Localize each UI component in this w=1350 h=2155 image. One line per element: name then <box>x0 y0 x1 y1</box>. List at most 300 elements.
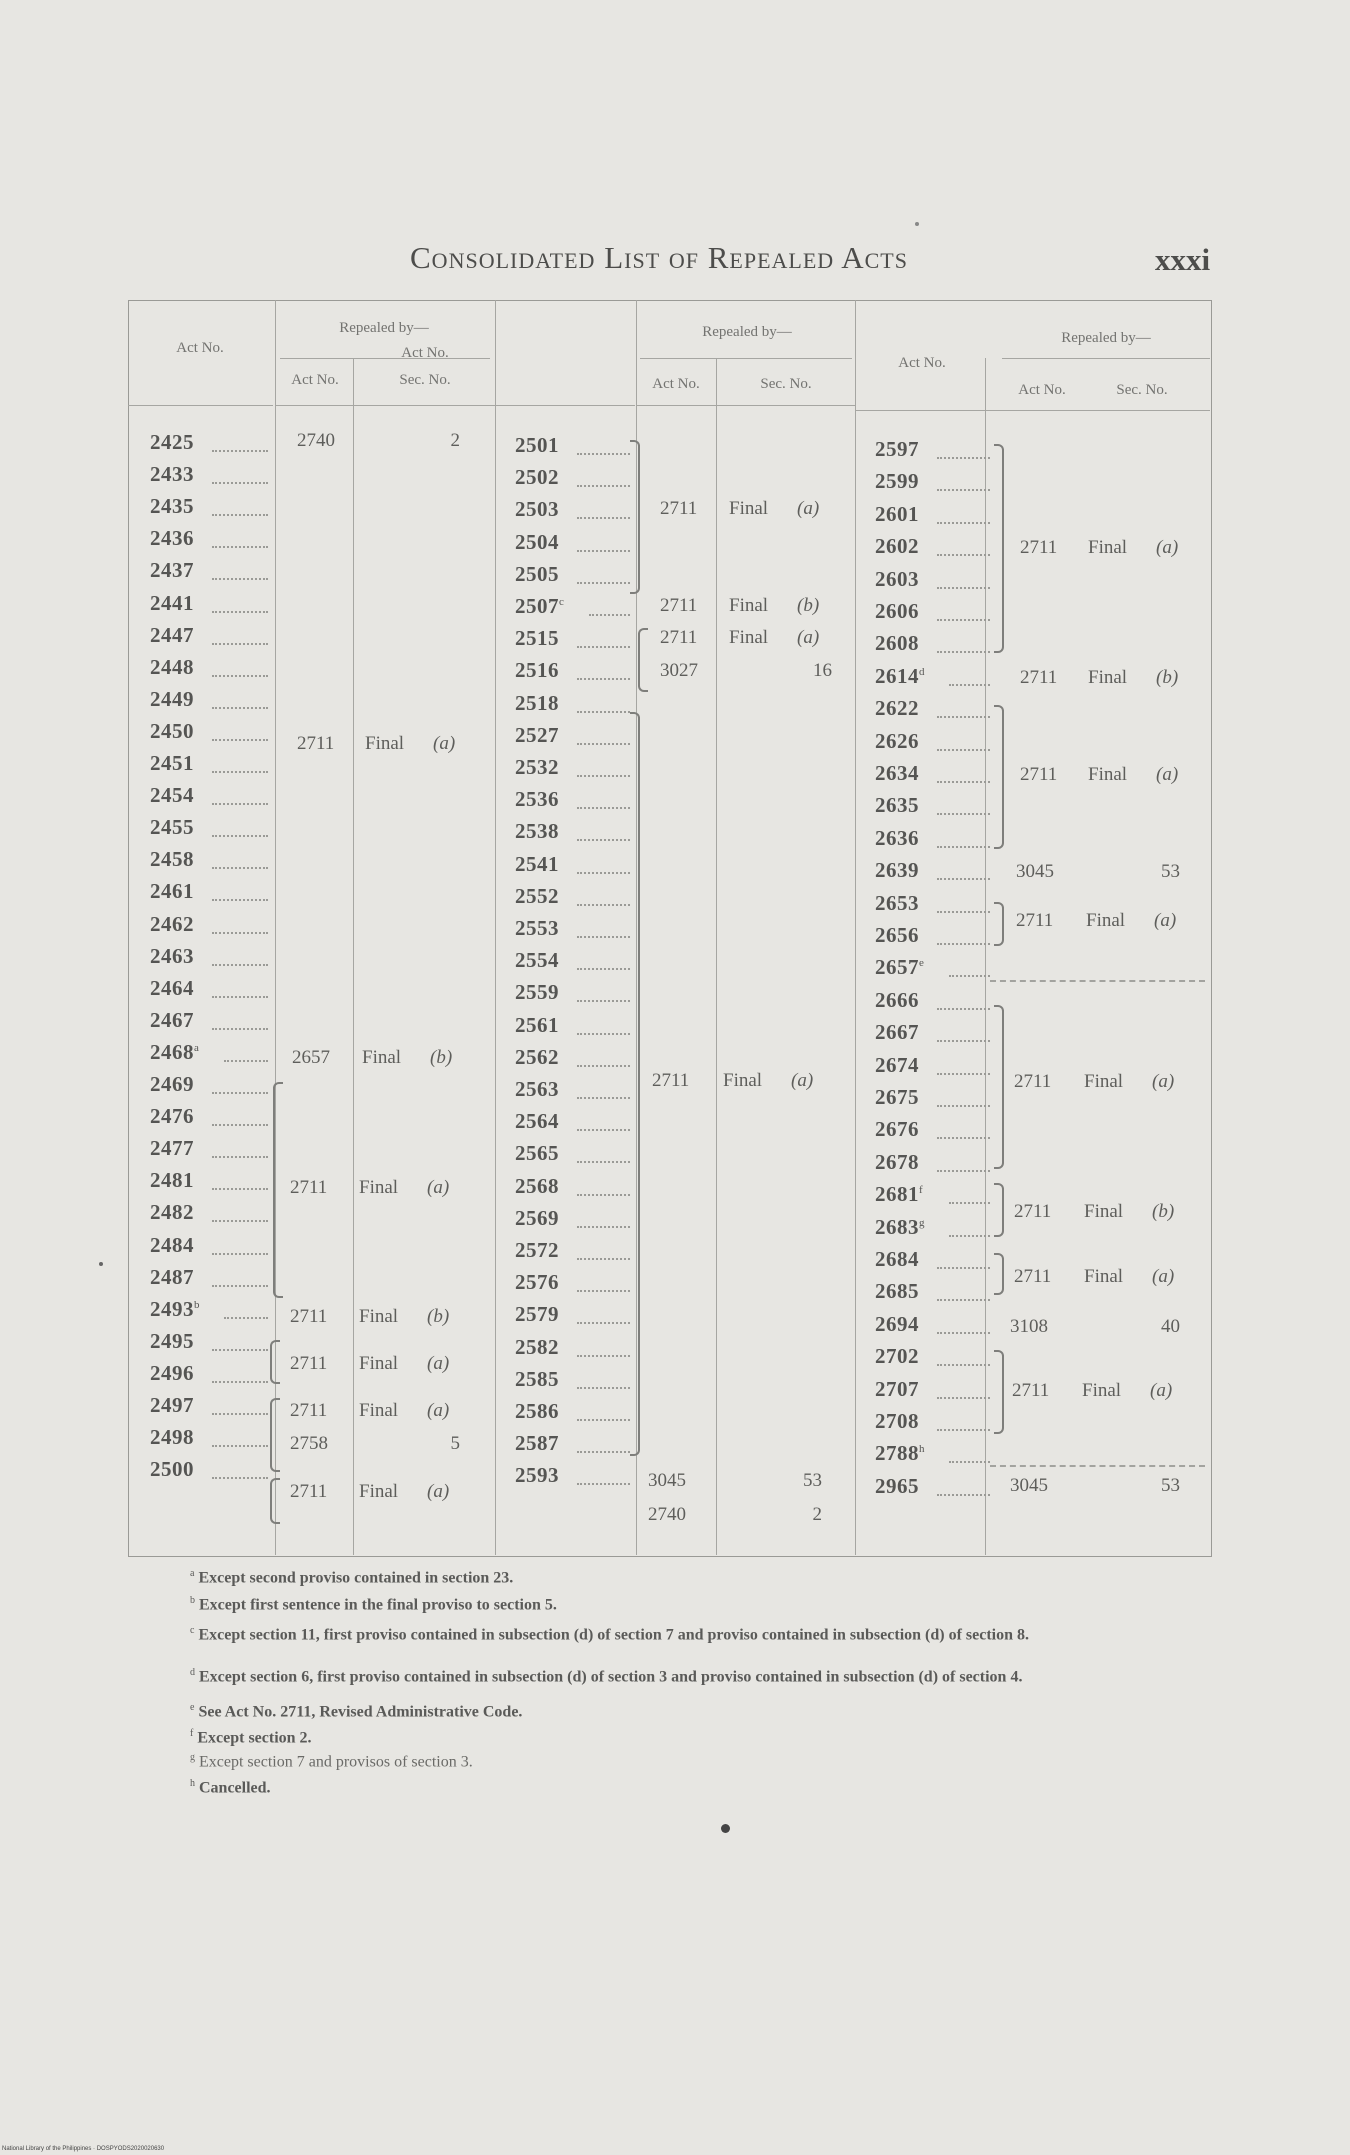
dot-leader <box>577 839 630 841</box>
footnote <box>190 1752 473 1771</box>
dot-leader <box>949 1235 990 1237</box>
column-header-sec-no: Sec. No. <box>1116 382 1168 398</box>
column-header-repealed-by: Repealed by— <box>702 324 792 340</box>
act-number-text: 2707 <box>875 1376 919 1401</box>
act-number <box>150 1457 194 1482</box>
act-number-text: 2532 <box>515 755 559 779</box>
act-number-text: 2501 <box>515 433 559 457</box>
repealing-section: Final <box>359 1177 399 1198</box>
repealing-act-number: 2711 <box>660 627 698 648</box>
act-number <box>515 1463 559 1488</box>
dot-leader <box>937 619 990 621</box>
act-number <box>150 1361 194 1386</box>
act-number <box>875 1150 919 1175</box>
dot-leader <box>212 803 268 805</box>
act-number-text: 2636 <box>875 825 919 850</box>
act-number <box>875 729 919 754</box>
dot-leader <box>212 1188 268 1190</box>
dot-leader <box>212 450 268 452</box>
act-number-text: 2554 <box>515 948 559 973</box>
dot-leader <box>212 514 268 516</box>
act-number-text: 2601 <box>875 501 919 526</box>
repealing-section: Final <box>1088 537 1128 558</box>
repealing-section: Final <box>359 1481 399 1502</box>
act-number-text: 2582 <box>515 1334 559 1359</box>
dot-leader <box>937 1299 990 1301</box>
repealing-section: 2 <box>450 430 460 451</box>
footnote <box>190 1728 312 1747</box>
act-number-text: 2437 <box>150 558 194 583</box>
act-number-text: 2634 <box>875 761 919 785</box>
grouping-brace <box>994 1183 1004 1237</box>
repealing-act-number: 2711 <box>290 1481 328 1502</box>
dot-leader <box>577 646 630 648</box>
act-number <box>150 1200 194 1225</box>
act-number <box>150 494 194 519</box>
dot-leader <box>212 1220 268 1222</box>
column-header-sec-no: Sec. No. <box>399 372 451 388</box>
dot-leader <box>212 611 268 613</box>
grouping-brace <box>270 1398 280 1472</box>
act-number <box>515 819 559 844</box>
column-header-act-no: Act No. <box>898 355 946 371</box>
footnote-text: Cancelled. <box>195 1779 271 1797</box>
act-number <box>150 687 194 712</box>
dot-leader <box>212 1349 268 1351</box>
dot-leader <box>224 1060 268 1062</box>
repealing-section: Final <box>729 627 769 648</box>
repealing-subsection: (a) <box>427 1481 450 1502</box>
act-number <box>150 879 194 904</box>
repealing-act-number: 2740 <box>648 1504 686 1525</box>
dot-leader <box>212 1413 268 1415</box>
act-number-text: 2639 <box>875 858 919 883</box>
act-number-text: 2476 <box>150 1104 194 1129</box>
repealing-subsection: (a) <box>427 1353 450 1374</box>
act-number-text: 2536 <box>515 787 559 812</box>
dot-leader <box>937 1267 990 1269</box>
repealing-act-number: 2711 <box>290 1177 328 1198</box>
column-header-sub-act-no: Act No. <box>652 376 700 392</box>
act-number-text: 2666 <box>875 987 919 1012</box>
act-number-text: 2614 <box>875 663 919 688</box>
repealing-section: Final <box>729 595 769 616</box>
column-header-sub-act-no: Act No. <box>1018 382 1066 398</box>
act-number <box>875 1247 919 1272</box>
act-number <box>150 623 194 648</box>
repealing-act-number: 3108 <box>1010 1316 1048 1337</box>
act-number-text: 2464 <box>150 975 194 1000</box>
dot-leader <box>577 582 630 584</box>
repealing-section: Final <box>1082 1380 1122 1401</box>
dot-leader <box>212 675 268 677</box>
act-number-text: 2515 <box>515 626 559 651</box>
act-number-text: 2455 <box>150 815 194 840</box>
dot-leader <box>937 1397 990 1399</box>
act-number-text: 2503 <box>515 497 559 522</box>
repealing-act-number: 2711 <box>1012 1380 1050 1401</box>
dot-leader <box>577 872 630 874</box>
dot-leader <box>937 1364 990 1366</box>
dot-leader <box>212 867 268 869</box>
grouping-brace <box>994 1005 1004 1169</box>
dot-leader <box>577 1322 630 1324</box>
act-number <box>515 916 559 941</box>
act-number <box>515 980 559 1005</box>
act-number-text: 2564 <box>515 1109 559 1134</box>
act-number <box>150 912 194 937</box>
grouping-brace <box>630 712 640 1456</box>
act-number-text: 2593 <box>515 1463 559 1488</box>
act-number <box>875 1312 919 1337</box>
dot-leader <box>937 911 990 913</box>
act-number <box>875 664 925 689</box>
act-number <box>875 858 919 883</box>
repealing-subsection: (a) <box>427 1177 450 1198</box>
act-number <box>515 1013 559 1038</box>
act-number <box>875 1182 923 1207</box>
repealing-subsection: (b) <box>797 595 820 616</box>
act-number-text: 2653 <box>875 890 919 915</box>
repealing-act-number: 3045 <box>1016 861 1054 882</box>
repealing-subsection: (a) <box>1152 1266 1175 1287</box>
act-number <box>515 1077 559 1102</box>
dot-leader <box>577 1258 630 1260</box>
act-number-text: 2569 <box>515 1205 559 1230</box>
repealing-act-number: 2711 <box>652 1070 690 1091</box>
act-number-text: 2579 <box>515 1302 559 1327</box>
column-header-repealed-by: Repealed by— <box>339 320 429 336</box>
act-number-text: 2681 <box>875 1182 919 1207</box>
act-number-text: 2498 <box>150 1425 194 1450</box>
act-number <box>875 567 919 592</box>
dot-leader <box>212 1156 268 1158</box>
act-number-text: 2599 <box>875 469 919 494</box>
footnote-text: See Act No. 2711, Revised Administrative Code. <box>194 1703 523 1721</box>
act-number <box>150 591 194 616</box>
dot-leader <box>212 1028 268 1030</box>
dot-leader <box>577 1097 630 1099</box>
dot-leader <box>937 943 990 945</box>
act-number-text: 2788 <box>875 1441 919 1466</box>
dot-leader <box>937 716 990 718</box>
act-number-text: 2495 <box>150 1328 194 1353</box>
act-number-text: 2585 <box>515 1366 559 1391</box>
act-number-text: 2685 <box>875 1279 919 1304</box>
act-number-text: 2602 <box>875 534 919 559</box>
header-rule <box>275 405 495 406</box>
footnote-marker: g <box>190 1752 195 1763</box>
act-number-text: 2553 <box>515 916 559 940</box>
act-number-text: 2576 <box>515 1270 559 1295</box>
footnote-text: Except section 2. <box>193 1729 312 1747</box>
act-number <box>515 594 564 619</box>
act-number-text: 2436 <box>150 526 194 551</box>
dot-leader <box>212 1477 268 1479</box>
dot-leader <box>577 1226 630 1228</box>
grouping-brace <box>994 1253 1004 1295</box>
dot-leader <box>577 775 630 777</box>
act-number-text: 2477 <box>150 1136 194 1161</box>
act-number <box>515 562 559 587</box>
act-number <box>875 1020 919 1045</box>
act-number <box>515 723 559 748</box>
dot-leader <box>937 457 990 459</box>
footnote <box>190 1702 522 1721</box>
repealing-subsection: (a) <box>427 1400 450 1421</box>
act-number <box>150 462 194 487</box>
act-number-text: 2481 <box>150 1168 194 1193</box>
repealing-section: 53 <box>803 1470 822 1491</box>
grouping-brace <box>638 628 648 692</box>
dot-leader <box>577 1451 630 1453</box>
act-number-text: 2448 <box>150 654 194 679</box>
act-number-text: 2561 <box>515 1012 559 1037</box>
act-number-text: 2587 <box>515 1431 559 1456</box>
act-number <box>515 1174 559 1199</box>
footnote <box>190 1568 513 1587</box>
act-number-text: 2694 <box>875 1311 919 1336</box>
act-number-text: 2635 <box>875 793 919 818</box>
act-number-text: 2487 <box>150 1264 194 1289</box>
repealing-section: 2 <box>812 1504 822 1525</box>
act-number-text: 2568 <box>515 1173 559 1198</box>
act-number <box>875 923 919 948</box>
footnote-text: Except section 7 and provisos of section 3. <box>195 1753 473 1771</box>
repealing-section: Final <box>1086 910 1126 931</box>
act-number-text: 2449 <box>150 686 194 711</box>
footnote-marker: e <box>919 957 925 970</box>
act-number <box>150 1168 194 1193</box>
act-number-text: 2433 <box>150 462 194 487</box>
act-number <box>875 696 919 721</box>
act-number <box>515 658 559 683</box>
repealing-section: Final <box>1084 1266 1124 1287</box>
repealing-act-number: 2711 <box>660 498 698 519</box>
act-number <box>150 1425 194 1450</box>
dot-leader <box>937 554 990 556</box>
act-number-text: 2572 <box>515 1238 559 1262</box>
repealing-act-number: 2711 <box>1014 1071 1052 1092</box>
repealing-section: Final <box>1084 1071 1124 1092</box>
act-number <box>515 755 559 780</box>
dot-leader <box>212 739 268 741</box>
dot-leader <box>937 1429 990 1431</box>
dot-leader <box>577 1065 630 1067</box>
act-number-text: 2447 <box>150 622 194 647</box>
repealing-subsection: (a) <box>797 498 820 519</box>
grouping-brace <box>270 1478 280 1524</box>
act-number-text: 2586 <box>515 1399 559 1423</box>
act-number <box>875 1344 919 1369</box>
repealing-subsection: (a) <box>1156 537 1179 558</box>
act-number-text: 2482 <box>150 1200 194 1225</box>
row-separator <box>990 1465 1205 1467</box>
act-number <box>515 852 559 877</box>
footnote-marker: g <box>919 1216 925 1229</box>
repealing-subsection: (b) <box>427 1306 450 1327</box>
act-number <box>875 469 919 494</box>
act-number <box>150 751 194 776</box>
footnote-marker: h <box>919 1443 925 1456</box>
column-rule <box>855 300 856 1555</box>
dot-leader <box>577 743 630 745</box>
repealing-subsection: (a) <box>1150 1380 1173 1401</box>
act-number <box>150 1072 194 1097</box>
repealing-act-number: 3045 <box>1010 1475 1048 1496</box>
act-number-text: 2656 <box>875 923 919 947</box>
dot-leader <box>937 1170 990 1172</box>
page-number: xxxi <box>1155 242 1211 277</box>
header-rule <box>495 405 635 406</box>
act-number <box>150 1329 194 1354</box>
repealing-subsection: (a) <box>1152 1071 1175 1092</box>
column-header-act-no: Act No. <box>401 345 449 361</box>
dot-leader <box>949 975 990 977</box>
grouping-brace <box>994 1350 1004 1434</box>
dot-leader <box>937 1332 990 1334</box>
act-number <box>875 1279 919 1304</box>
repealing-act-number: 2758 <box>290 1433 328 1454</box>
repealing-section: Final <box>359 1353 399 1374</box>
column-rule <box>985 358 986 1555</box>
repealing-act-number: 2711 <box>660 595 698 616</box>
dot-leader <box>937 878 990 880</box>
act-number-text: 2667 <box>875 1020 919 1045</box>
act-number-text: 2493 <box>150 1296 194 1321</box>
act-number <box>875 988 919 1013</box>
repealing-act-number: 2711 <box>1016 910 1054 931</box>
act-number-text: 2461 <box>150 879 194 904</box>
footnote <box>118 1620 1198 1645</box>
repealing-act-number: 2711 <box>1014 1266 1052 1287</box>
act-number-text: 2454 <box>150 783 194 808</box>
act-number-text: 2563 <box>515 1077 559 1101</box>
column-header-sec-no: Sec. No. <box>760 376 812 392</box>
act-number-text: 2674 <box>875 1052 919 1077</box>
act-number <box>150 1008 194 1033</box>
header-rule <box>855 410 985 411</box>
act-number <box>875 1053 919 1078</box>
act-number <box>515 497 559 522</box>
act-number <box>150 847 194 872</box>
dot-leader <box>212 1285 268 1287</box>
repealing-subsection: (a) <box>1156 764 1179 785</box>
act-number-text: 2441 <box>150 590 194 615</box>
act-number-text: 2678 <box>875 1149 919 1174</box>
act-number-text: 2507 <box>515 594 559 618</box>
act-number-text: 2496 <box>150 1360 194 1385</box>
repealing-section: 16 <box>813 660 832 681</box>
dot-leader <box>577 1387 630 1389</box>
act-number-text: 2504 <box>515 529 559 554</box>
dot-leader <box>577 1129 630 1131</box>
act-number <box>515 1238 559 1263</box>
dot-leader <box>949 684 990 686</box>
footnote-marker: d <box>190 1667 195 1678</box>
act-number <box>150 976 194 1001</box>
act-number-text: 2559 <box>515 980 559 1005</box>
act-number-text: 2541 <box>515 851 559 876</box>
grouping-brace <box>994 444 1004 653</box>
dot-leader <box>577 1194 630 1196</box>
dot-leader <box>212 932 268 934</box>
repealing-act-number: 2711 <box>290 1400 328 1421</box>
footnote <box>190 1595 557 1614</box>
act-number-text: 2552 <box>515 883 559 908</box>
act-number <box>875 1474 919 1499</box>
act-number-text: 2469 <box>150 1072 194 1096</box>
act-number <box>150 815 194 840</box>
column-header-act-no: Act No. <box>176 340 224 356</box>
dot-leader <box>577 1355 630 1357</box>
repealing-section: Final <box>1088 667 1128 688</box>
act-number <box>150 1233 194 1258</box>
dot-leader <box>212 1253 268 1255</box>
dot-leader <box>589 614 630 616</box>
act-number <box>875 599 919 624</box>
column-header-sub-act-no: Act No. <box>291 372 339 388</box>
act-number-text: 2562 <box>515 1044 559 1069</box>
dot-leader <box>949 1461 990 1463</box>
act-number <box>515 1335 559 1360</box>
act-number <box>875 955 924 980</box>
page-dot <box>721 1824 730 1833</box>
dot-leader <box>577 550 630 552</box>
act-number <box>515 1367 559 1392</box>
act-number-text: 2702 <box>875 1344 919 1369</box>
dot-leader <box>937 1073 990 1075</box>
dot-leader <box>949 1202 990 1204</box>
repealing-act-number: 2711 <box>1014 1201 1052 1222</box>
act-number <box>150 526 194 551</box>
act-number-text: 2425 <box>150 430 194 454</box>
dot-leader <box>577 1000 630 1002</box>
footnote-text: Except first sentence in the final proviso to section 5. <box>195 1596 557 1614</box>
act-number-text: 2502 <box>515 465 559 490</box>
act-number <box>150 719 194 744</box>
dot-leader <box>577 807 630 809</box>
repealing-section: 5 <box>450 1433 460 1454</box>
header-rule <box>640 358 852 359</box>
repealing-section: Final <box>359 1400 399 1421</box>
act-number <box>515 1302 559 1327</box>
act-number <box>150 655 194 680</box>
repealing-subsection: (a) <box>797 627 820 648</box>
repealing-act-number: 2711 <box>290 1353 328 1374</box>
act-number <box>515 948 559 973</box>
act-number <box>875 1441 925 1466</box>
column-rule <box>495 300 496 1555</box>
dot-leader <box>577 711 630 713</box>
dot-leader <box>212 482 268 484</box>
page-title: Consolidated List of Repealed Acts <box>410 240 908 275</box>
dot-leader <box>577 485 630 487</box>
dot-leader <box>212 707 268 709</box>
act-number <box>875 1085 919 1110</box>
dot-leader <box>937 781 990 783</box>
footnote-marker: c <box>559 596 565 608</box>
act-number <box>515 1141 559 1166</box>
repealing-subsection: (b) <box>430 1047 453 1068</box>
dot-leader <box>937 489 990 491</box>
act-number <box>515 1431 559 1456</box>
footnote-marker: b <box>194 1298 200 1311</box>
dot-leader <box>224 1317 268 1319</box>
dot-leader <box>212 899 268 901</box>
act-number-text: 2505 <box>515 561 559 586</box>
act-number <box>875 1117 919 1142</box>
